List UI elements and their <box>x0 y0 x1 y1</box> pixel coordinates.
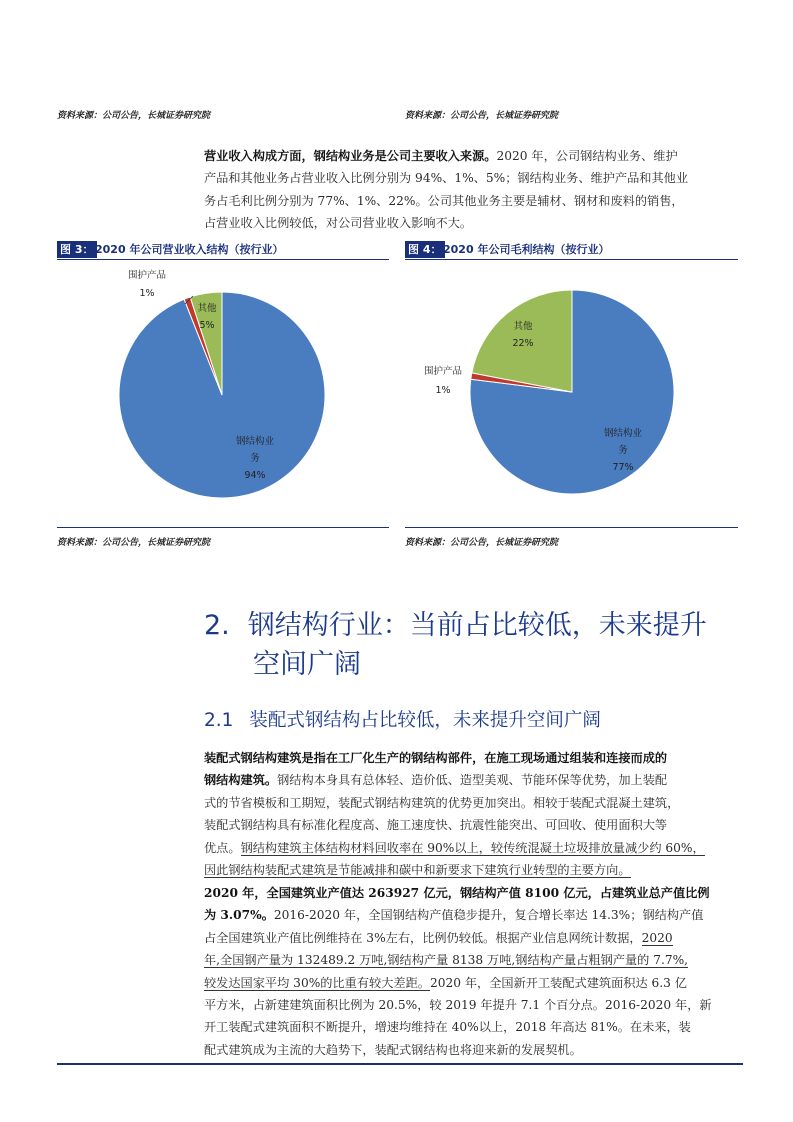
p2-line1: 装配式钢结构建筑是指在工厂化生产的钢结构部件，在施工现场通过组装和连接而成的 <box>204 751 668 765</box>
figure4-title: 2020 年公司毛利结构（按行业） <box>443 243 610 256</box>
section2-number: 2. <box>204 610 230 641</box>
pie1-label-name-steel-2: 务 <box>250 453 260 464</box>
section2-title-line1: 钢结构行业：当前占比较低，未来提升 <box>247 610 707 641</box>
p3-line7: 开工装配式建筑面积不断提升，增速均维持在 40%以上，2018 年高达 81%。在未来，装 <box>204 1020 691 1035</box>
p3-line6: 平方米，占新建建筑面积比例为 20.5%，较 2019 年提升 7.1 个百分点。2016-2020 年，新 <box>204 998 712 1013</box>
profit-pie-chart <box>405 262 738 524</box>
footer-rule <box>57 1063 743 1065</box>
p3-line2-bold: 为 3.07%。 <box>204 908 274 923</box>
intro-paragraph <box>204 145 744 235</box>
figure4-header <box>405 241 738 260</box>
intro-line2: 产品和其他业务占营业收入比例分别为 94%、1%、5%；钢结构业务、维护产品和其他业 <box>204 171 689 186</box>
p2-line5-underlined: 钢结构建筑主体结构材料回收率在 90%以上，较传统混凝土垃圾排放量减少约 60%， <box>240 840 705 855</box>
pie1-label-pct-wall: 1% <box>139 288 155 299</box>
revenue-pie-slices <box>119 292 325 498</box>
figure4-number: 图 4： <box>405 241 445 258</box>
section2-heading <box>204 606 707 646</box>
p2-line5-plain: 优点。 <box>204 840 241 855</box>
pie1-label-pct-other: 5% <box>199 320 215 331</box>
p2-line3: 式的节省模板和工期短，装配式钢结构建筑的优势更加突出。相较于装配式混凝土建筑， <box>204 795 680 810</box>
figure3-bottom-rule <box>57 527 389 528</box>
p3-line3-underlined: 2020 <box>641 930 673 945</box>
intro-line3: 务占毛利比例分别为 77%、1%、22%。公司其他业务主要是辅材、钢材和废料的销售， <box>204 193 684 208</box>
p3-line8: 配式建筑成为主流的大趋势下，装配式钢结构也将迎来新的发展契机。 <box>204 1042 582 1057</box>
figure4-bottom-rule <box>405 527 738 528</box>
pie2-label-pct-wall: 1% <box>435 385 451 396</box>
pie1-label-name-steel: 钢结构业 <box>235 436 275 447</box>
pie2-label-pct-other: 22% <box>512 338 534 349</box>
pie2-label-name-steel-2: 务 <box>618 445 628 456</box>
intro-bold: 营业收入构成方面，钢结构业务是公司主要收入来源。 <box>204 149 497 163</box>
figure3-number: 图 3： <box>57 241 97 258</box>
p2-line6-underlined: 因此钢结构装配式建筑是节能减排和碳中和新要求下建筑行业转型的主要方向。 <box>204 863 631 878</box>
p2-line2-bold: 钢结构建筑。 <box>204 773 278 788</box>
pie1-label-pct-steel: 94% <box>244 470 266 481</box>
p2-line4: 装配式钢结构具有标准化程度高、施工速度快、抗震性能突出、可回收、使用面积大等 <box>204 818 668 833</box>
p3-line3-plain: 占全国建筑业产值比例维持在 3%左右，比例仍较低。根据产业信息网统计数据， <box>204 930 642 945</box>
pie2-label-name-other: 其他 <box>513 321 533 332</box>
pie2-label-name-wall: 围护产品 <box>423 366 463 377</box>
figure3-source: 资料来源：公司公告，长城证券研究院 <box>57 538 211 548</box>
p3-line2: 2016-2020 年，全国钢结构产值稳步提升，复合增长率达 14.3%；钢结构产值 <box>273 908 704 923</box>
section21-title: 装配式钢结构占比较低，未来提升空间广阔 <box>249 710 601 731</box>
section21-number: 2.1 <box>204 710 234 731</box>
p3-line4-underlined: 年,全国钢产量为 132489.2 万吨,钢结构产量 8138 万吨,钢结构产量占粗钢产量的 7.7%, <box>204 953 689 968</box>
figure3-header <box>57 241 389 260</box>
intro-line4: 占营业收入比例较低，对公司营业收入影响不大。 <box>204 216 473 231</box>
revenue-pie-chart <box>57 262 389 524</box>
p3-line5-underlined: 较发达国家平均 30%的比重有较大差距。 <box>204 975 430 990</box>
section2-title-line2: 空间广阔 <box>253 649 361 680</box>
paragraph-output-value <box>204 882 744 1061</box>
p3-line1: 2020 年，全国建筑业产值达 263927 亿元，钢结构产值 8100 亿元，占建筑业总产值比例 <box>204 886 710 900</box>
intro-line1: 2020 年，公司钢结构业务、维护 <box>496 149 678 163</box>
p3-line5: 2020 年，全国新开工装配式建筑面积达 6.3 亿 <box>429 975 687 990</box>
top-source-right: 资料来源：公司公告，长城证券研究院 <box>405 111 559 121</box>
figure3-title: 2020 年公司营业收入结构（按行业） <box>95 243 284 256</box>
figure4-source: 资料来源：公司公告，长城证券研究院 <box>405 538 559 548</box>
pie2-label-pct-steel: 77% <box>612 462 634 473</box>
pie1-label-name-other: 其他 <box>197 303 217 314</box>
pie1-label-name-wall: 围护产品 <box>127 270 167 281</box>
paragraph-steel-structure <box>204 747 744 881</box>
profit-pie-slices <box>470 290 674 494</box>
section21-heading <box>204 706 601 732</box>
p2-line2: 钢结构本身具有总体轻、造价低、造型美观、节能环保等优势，加上装配 <box>277 773 668 788</box>
pie2-label-name-steel: 钢结构业 <box>603 428 643 439</box>
top-source-left: 资料来源：公司公告，长城证券研究院 <box>57 111 211 121</box>
